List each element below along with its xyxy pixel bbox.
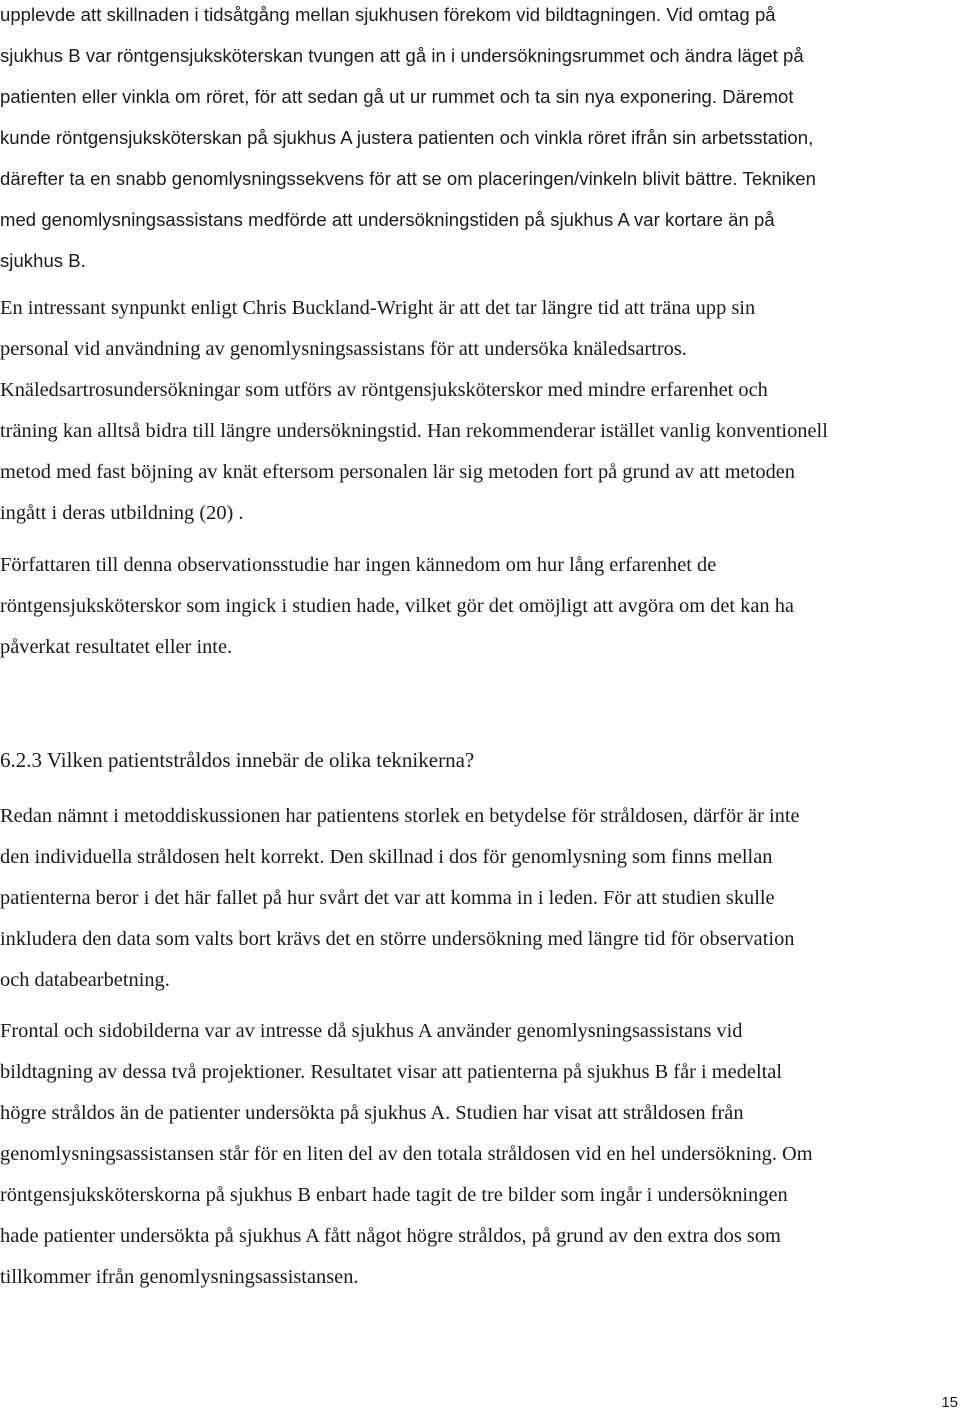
- paragraph-buckland-wright: [0, 291, 960, 537]
- text-line: den individuella stråldosen helt korrekt. Den skillnad i dos för genomlysning som finns mellan: [0, 846, 773, 868]
- text-line: Författaren till denna observationsstudie har ingen kännedom om hur lång erfarenhet de: [0, 554, 717, 576]
- text-line: högre stråldos än de patienter undersökta på sjukhus A. Studien har visat att stråldosen från: [0, 1102, 744, 1124]
- paragraph-author-experience: [0, 548, 960, 671]
- paragraph-patient-size: [0, 799, 960, 1004]
- text-line: En intressant synpunkt enligt Chris Buckland-Wright är att det tar längre tid att träna upp sin: [0, 297, 756, 319]
- text-line: Knäledsartrosundersökningar som utförs av röntgensjuksköterskor med mindre erfarenhet och: [0, 379, 768, 401]
- text-line: träning kan alltså bidra till längre undersökningstid. Han rekommenderar istället vanlig konventionell: [0, 420, 828, 442]
- text-line: inkludera den data som valts bort krävs det en större undersökning med längre tid för observation: [0, 928, 795, 950]
- text-line: sjukhus B var röntgensjuksköterskan tvungen att gå in i undersökningsrummet och ändra läget på: [0, 45, 804, 66]
- text-line: patienten eller vinkla om röret, för att sedan gå ut ur rummet och ta sin nya exponering. Däremot: [0, 86, 794, 107]
- text-line: upplevde att skillnaden i tidsåtgång mellan sjukhusen förekom vid bildtagningen. Vid omtag på: [0, 4, 776, 25]
- text-line: därefter ta en snabb genomlysningssekvens för att se om placeringen/vinkeln blivit bättre. Tekniken: [0, 168, 816, 189]
- text-line: hade patienter undersökta på sjukhus A fått något högre stråldos, på grund av den extra dos som: [0, 1225, 781, 1247]
- text-line: tillkommer ifrån genomlysningsassistansen.: [0, 1266, 359, 1288]
- text-line: metod med fast böjning av knät eftersom personalen lär sig metoden fort på grund av att metoden: [0, 461, 796, 483]
- text-line: patienterna beror i det här fallet på hur svårt det var att komma in i leden. För att studien skulle: [0, 887, 775, 909]
- text-line: genomlysningsassistansen står för en liten del av den totala stråldosen vid en hel undersökning. Om: [0, 1143, 813, 1165]
- section-heading: 6.2.3 Vilken patientstråldos innebär de olika teknikerna?: [0, 748, 475, 772]
- text-line: sjukhus B.: [0, 250, 86, 271]
- text-line: Frontal och sidobilderna var av intresse då sjukhus A använder genomlysningsassistans vid: [0, 1020, 743, 1042]
- paragraph-frontal-side-images: [0, 1014, 960, 1301]
- text-line: ingått i deras utbildning (20) .: [0, 502, 244, 524]
- text-line: påverkat resultatet eller inte.: [0, 636, 233, 658]
- text-line: personal vid användning av genomlysningsassistans för att undersöka knäledsartros.: [0, 338, 687, 360]
- text-line: kunde röntgensjuksköterskan på sjukhus A justera patienten och vinkla röret ifrån sin arbetsstation,: [0, 127, 814, 148]
- text-line: röntgensjuksköterskor som ingick i studien hade, vilket gör det omöjligt att avgöra om det kan ha: [0, 595, 794, 617]
- text-line: med genomlysningsassistans medförde att undersökningstiden på sjukhus A var kortare än på: [0, 209, 775, 230]
- paragraph-exam-time-difference: [0, 0, 960, 285]
- text-line: röntgensjuksköterskorna på sjukhus B enbart hade tagit de tre bilder som ingår i undersökningen: [0, 1184, 788, 1206]
- text-line: Redan nämnt i metoddiskussionen har patientens storlek en betydelse för stråldosen, därför är inte: [0, 805, 800, 827]
- text-line: och databearbetning.: [0, 969, 170, 991]
- text-line: bildtagning av dessa två projektioner. Resultatet visar att patienterna på sjukhus B får i medeltal: [0, 1061, 782, 1083]
- page-number: 15: [941, 1394, 958, 1411]
